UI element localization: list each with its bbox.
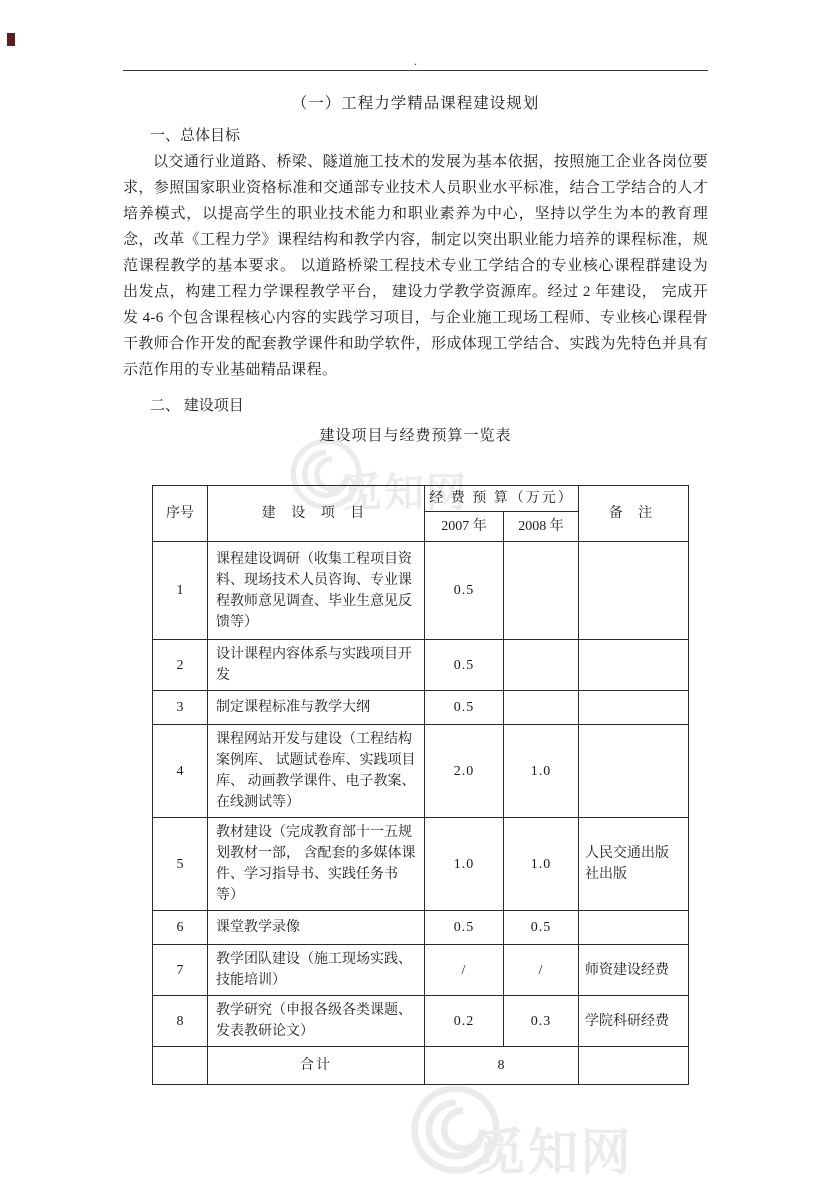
cell-2007: 0.5 xyxy=(425,911,504,945)
cell-total-value: 8 xyxy=(425,1047,579,1085)
cell-remark-empty xyxy=(579,1047,689,1085)
table-row xyxy=(153,818,689,911)
cell-remark xyxy=(579,725,689,818)
section-1-paragraph: 以交通行业道路、桥梁、隧道施工技术的发展为基本依据，按照施工企业各岗位要求，参照国家职业资格标准和交通部专业技术人员职业水平标准，结合工学结合的人才培养模式，以提高学生的职业技术能力和职业素养为中心，坚持以学生为本的教育理念，改革《工程力学》课程结构和教学内容，制定以突出职业能力培养的课程标准，规范课程教学的基本要求。 以道路桥梁工程技术专业工学结合的专业核心课程群建设为出发点，构建工程力学课程教学平台， 建设力学教学资源库。经过 2 年建设， 完成开发 4-6 个包含课程核心内容的实践学习项目，与企业施工现场工程师、专业核心课程骨干教师合作开发的配套教学课件和助学软件，形成体现工学结合、实践为先特色并具有示范作用的专业基础精品课程。 xyxy=(123,154,708,378)
cell-remark: 学院科研经费 xyxy=(579,996,689,1047)
cell-2008 xyxy=(504,640,579,691)
cell-remark xyxy=(579,542,689,640)
cell-2008: 0.5 xyxy=(504,911,579,945)
cell-2008 xyxy=(504,542,579,640)
cell-no: 1 xyxy=(153,542,208,640)
page-header xyxy=(123,0,708,68)
cell-no-empty xyxy=(153,1047,208,1085)
table-row xyxy=(153,725,689,818)
header-dot: . xyxy=(414,54,417,68)
cell-project: 设计课程内容体系与实践项目开发 xyxy=(208,640,425,691)
col-header-2008: 2008 年 xyxy=(504,512,579,542)
cell-2007: / xyxy=(425,945,504,996)
cell-no: 7 xyxy=(153,945,208,996)
cell-no: 4 xyxy=(153,725,208,818)
watermark-text: 觅知网 xyxy=(342,471,468,515)
cell-project: 教学研究（申报各级各类课题、发表教研论文） xyxy=(208,996,425,1047)
cell-project: 制定课程标准与教学大纲 xyxy=(208,691,425,725)
header-rule xyxy=(123,70,708,71)
cell-project: 课堂教学录像 xyxy=(208,911,425,945)
cell-2008: 1.0 xyxy=(504,818,579,911)
cell-2007: 0.5 xyxy=(425,542,504,640)
table-row xyxy=(153,911,689,945)
document-content xyxy=(123,0,708,1085)
cell-no: 6 xyxy=(153,911,208,945)
table-row xyxy=(153,996,689,1047)
cell-project: 教学团队建设（施工现场实践、技能培训） xyxy=(208,945,425,996)
cell-no: 2 xyxy=(153,640,208,691)
cell-2008 xyxy=(504,691,579,725)
cell-no: 3 xyxy=(153,691,208,725)
col-header-remark: 备 注 xyxy=(579,486,689,542)
table-row xyxy=(153,945,689,996)
corner-mark xyxy=(7,33,15,46)
table-title: 建设项目与经费预算一览表 xyxy=(319,428,512,444)
cell-2007: 0.5 xyxy=(425,640,504,691)
table-row xyxy=(153,691,689,725)
cell-no: 8 xyxy=(153,996,208,1047)
cell-2008: 0.3 xyxy=(504,996,579,1047)
cell-2007: 0.2 xyxy=(425,996,504,1047)
col-header-budget: 经 费 预 算（万元） xyxy=(425,486,579,512)
budget-table xyxy=(152,485,689,1085)
section-1-heading: 一、总体目标 xyxy=(150,128,241,144)
cell-total-label: 合计 xyxy=(208,1047,425,1085)
cell-remark: 师资建设经费 xyxy=(579,945,689,996)
col-header-no: 序号 xyxy=(153,486,208,542)
col-header-2007: 2007 年 xyxy=(425,512,504,542)
cell-remark xyxy=(579,911,689,945)
page-title: （一）工程力学精品课程建设规划 xyxy=(291,95,540,112)
table-header-row-1 xyxy=(153,486,689,512)
section-2-heading: 二、 建设项目 xyxy=(150,398,244,414)
cell-2007: 2.0 xyxy=(425,725,504,818)
table-total-row xyxy=(153,1047,689,1085)
cell-2008: 1.0 xyxy=(504,725,579,818)
cell-remark xyxy=(579,640,689,691)
cell-2008: / xyxy=(504,945,579,996)
cell-remark xyxy=(579,691,689,725)
watermark xyxy=(408,1082,633,1181)
cell-2007: 1.0 xyxy=(425,818,504,911)
cell-project: 课程网站开发与建设（工程结构案例库、 试题试卷库、实践项目库、 动画教学课件、电子教案、在线测试等） xyxy=(208,725,425,818)
cell-project: 教材建设（完成教育部十一五规划教材一部， 含配套的多媒体课件、学习指导书、实践任务书等） xyxy=(208,818,425,911)
watermark-logo-icon xyxy=(408,1082,503,1177)
cell-no: 5 xyxy=(153,818,208,911)
cell-remark: 人民交通出版社出版 xyxy=(579,818,689,911)
table-row xyxy=(153,640,689,691)
table-row xyxy=(153,542,689,640)
watermark-text: 觅知网 xyxy=(475,1125,633,1181)
col-header-project: 建 设 项 目 xyxy=(208,486,425,542)
cell-project: 课程建设调研（收集工程项目资料、现场技术人员咨询、专业课程教师意见调查、毕业生意见反馈等） xyxy=(208,542,425,640)
cell-2007: 0.5 xyxy=(425,691,504,725)
